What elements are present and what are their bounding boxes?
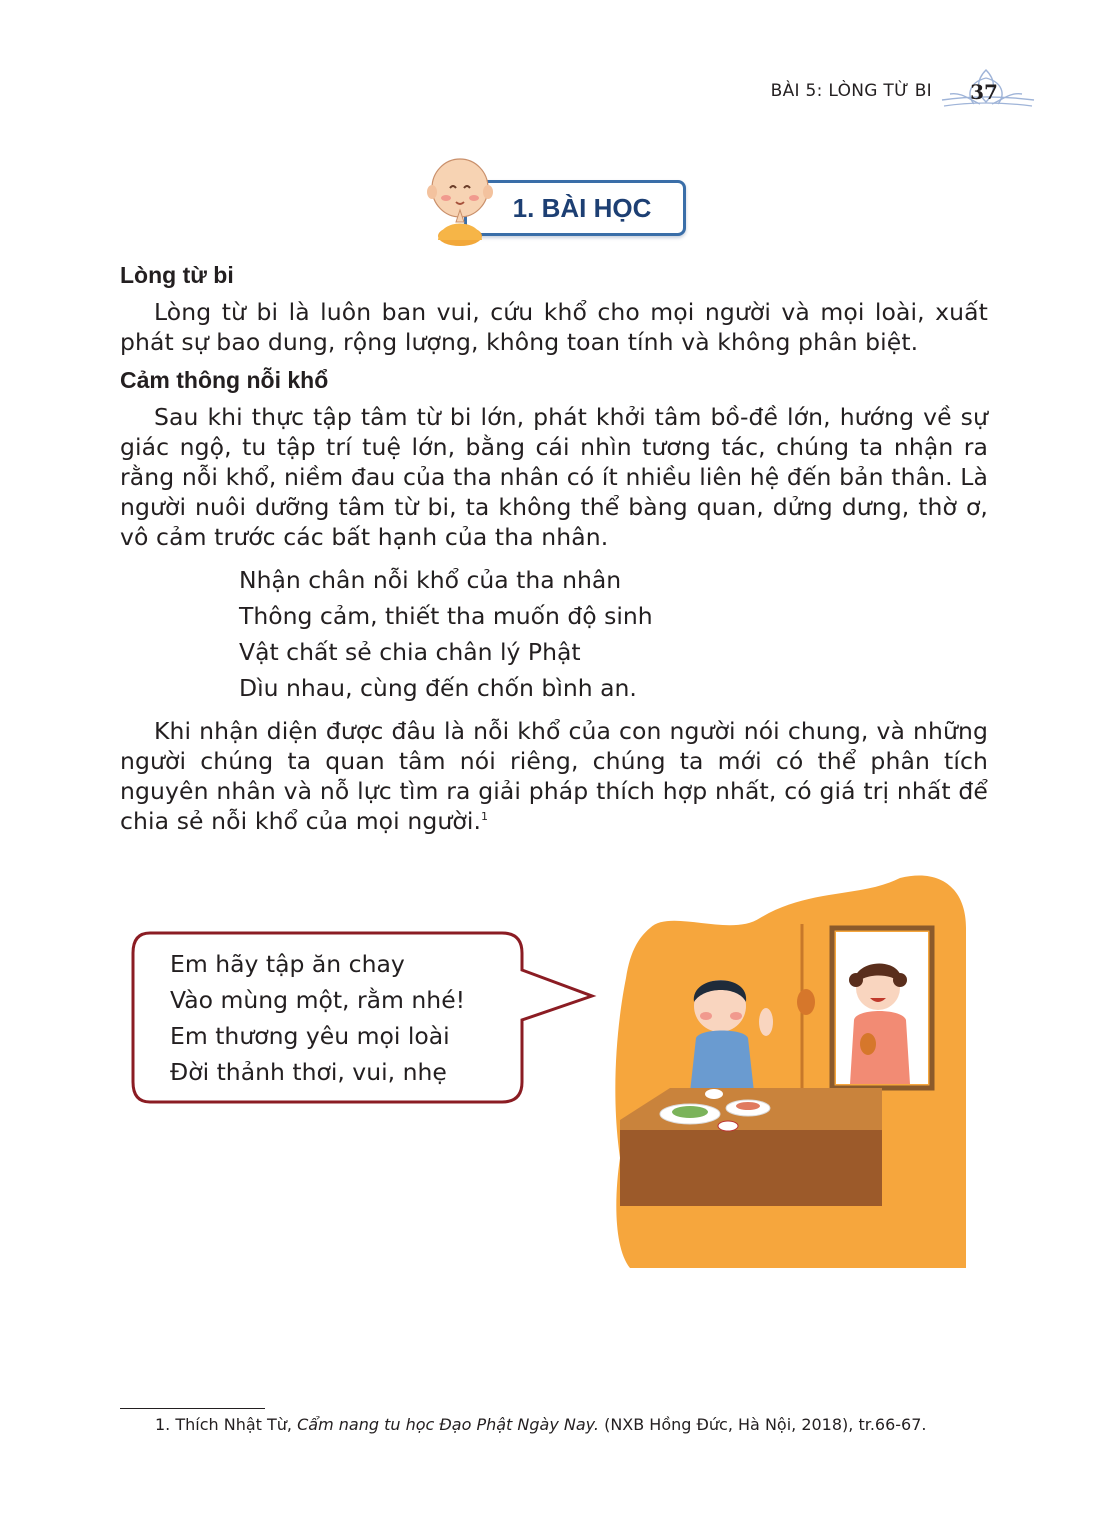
page-header <box>771 66 1036 116</box>
poem-line: Dìu nhau, cùng đến chốn bình an. <box>239 674 637 702</box>
bubble-text <box>170 946 465 1090</box>
footnote <box>155 1414 927 1436</box>
poem-line: Nhận chân nỗi khổ của tha nhân <box>239 566 622 594</box>
poem-line: Thông cảm, thiết tha muốn độ sinh <box>239 602 653 630</box>
children-vegetarian-meal-illustration <box>610 868 976 1278</box>
section-badge <box>420 152 686 248</box>
chapter-title: BÀI 5: LÒNG TỪ BI <box>770 81 932 101</box>
heading-cam-thong: Cảm thông nỗi khổ <box>120 367 329 393</box>
poem <box>239 562 988 706</box>
page-number: 37 <box>970 80 998 104</box>
footnote-book-title: Cẩm nang tu học Đạo Phật Ngày Nay. <box>297 1415 599 1434</box>
poem-line: Vật chất sẻ chia chân lý Phật <box>239 638 581 666</box>
paragraph-definition: Lòng từ bi là luôn ban vui, cứu khổ cho mọi người và mọi loài, xuất phát sự bao dung, rộng lượng, không toan tính và không phân biệt. <box>120 298 988 356</box>
paragraph-sharing <box>120 716 988 836</box>
bubble-line: Em thương yêu mọi loài <box>170 1022 450 1050</box>
page-number-ornament <box>940 66 1036 116</box>
bubble-line: Đời thảnh thơi, vui, nhẹ <box>170 1058 447 1086</box>
paragraph-compassion: Sau khi thực tập tâm từ bi lớn, phát khởi tâm bồ-đề lớn, hướng về sự giác ngộ, tu tập trí tuệ lớn, bằng cái nhìn tương tác, chúng ta nhận ra rằng nỗi khổ, niềm đau của tha nhân có ít nhiều liên hệ đến bản thân. Là người nuôi dưỡng tâm từ bi, ta không thể bàng quan, dửng dưng, thờ ơ, vô cảm trước các bất hạnh của tha nhân. <box>120 403 988 551</box>
heading-long-tu-bi: Lòng từ bi <box>120 262 234 288</box>
footnote-suffix: (NXB Hồng Đức, Hà Nội, 2018), tr.66-67. <box>598 1415 927 1434</box>
bubble-line: Em hãy tập ăn chay <box>170 950 405 978</box>
footnote-prefix: 1. Thích Nhật Từ, <box>155 1415 298 1434</box>
footnote-marker[interactable]: 1 <box>481 810 489 824</box>
bubble-line: Vào mùng một, rằm nhé! <box>170 986 466 1014</box>
lesson-content <box>120 262 988 846</box>
footnote-divider <box>120 1408 265 1409</box>
paragraph-sharing-text: Khi nhận diện được đâu là nỗi khổ của con người nói chung, và những người chúng ta quan tâm nói riêng, chúng ta mới có thể phân tích nguyên nhân và nỗ lực tìm ra giải pháp thích hợp nhất, có giá trị nhất để chia sẻ nỗi khổ của mọi người. <box>120 717 988 835</box>
speech-bubble <box>130 930 600 1108</box>
section-title: 1. BÀI HỌC <box>512 192 652 223</box>
